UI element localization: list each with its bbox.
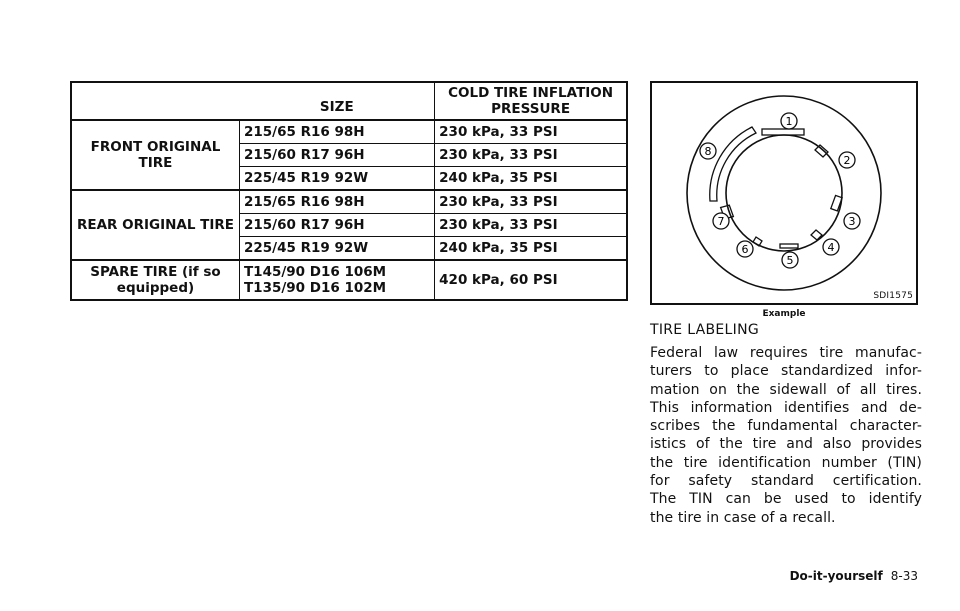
section-heading: TIRE LABELING [650,322,760,338]
size-cell: 215/60 R17 96H [239,144,434,167]
callout-label: 3 [848,215,856,228]
body-line: istics of the tire and also provides [650,436,922,453]
footer-section-name: Do-it-yourself [789,569,883,583]
body-line: the tire in case of a recall. [650,509,836,526]
figure-code: SDI1575 [873,291,913,301]
row-label-rear [71,190,239,260]
callout-label: 8 [704,145,712,158]
tire-inner-ring [726,135,842,251]
label-mark-6 [753,237,762,246]
body-line: the tire identification number (TIN) [650,454,922,471]
pressure-cell: 230 kPa, 33 PSI [435,190,627,214]
header-size: SIZE [239,82,434,120]
callout-8 [700,143,716,159]
callout-7 [713,213,729,229]
tire-pressure-table [70,81,628,301]
size-cell: 225/45 R19 92W [239,167,434,191]
callout-label: 7 [717,215,725,228]
row-label-spare [71,260,239,300]
footer-page-number: 8-33 [890,569,918,583]
body-line: mation on the sidewall of all tires. [650,381,922,398]
tire-diagram [652,83,916,303]
tire-sidewall-figure [650,81,918,305]
header-pressure-line2: PRESSURE [491,101,571,117]
spare-size-line: T135/90 D16 102M [243,280,387,296]
size-cell-spare [239,260,434,300]
body-line: scribes the fundamental character- [650,418,922,435]
label-mark-2 [815,145,828,157]
body-line: This information identifies and de- [650,399,922,416]
row-label-line: REAR ORIGINAL TIRE [76,217,235,233]
callout-3 [844,213,860,229]
body-line: for safety standard certification. [650,473,922,490]
callout-label: 6 [741,243,749,256]
page-footer [790,569,918,583]
row-label-line: equipped) [116,280,195,296]
callout-5 [782,252,798,268]
label-mark-5 [780,244,798,248]
row-label-line: TIRE [138,155,173,171]
callout-6 [737,241,753,257]
callout-4 [823,239,839,255]
label-mark-1 [762,129,804,135]
pressure-cell: 240 kPa, 35 PSI [435,237,627,261]
callout-label: 4 [827,241,835,254]
table-row [71,190,627,214]
size-cell: 215/65 R16 98H [239,190,434,214]
size-cell: 225/45 R19 92W [239,237,434,261]
pressure-cell-spare: 420 kPa, 60 PSI [435,260,627,300]
row-label-line: SPARE TIRE (if so [90,264,221,280]
pressure-cell: 230 kPa, 33 PSI [435,144,627,167]
header-pressure-line1: COLD TIRE INFLATION [448,85,614,101]
callout-label: 5 [786,254,794,267]
table-header-row [71,82,627,120]
size-cell: 215/60 R17 96H [239,214,434,237]
callout-1 [781,113,797,129]
table-row [71,260,627,300]
spare-size-line: T145/90 D16 106M [243,264,387,280]
header-empty-cell [71,82,239,120]
pressure-cell: 230 kPa, 33 PSI [435,120,627,144]
pressure-cell: 230 kPa, 33 PSI [435,214,627,237]
size-cell: 215/65 R16 98H [239,120,434,144]
row-label-line: FRONT ORIGINAL [90,139,221,155]
body-line: The TIN can be used to identify [650,491,922,508]
header-pressure [435,82,627,120]
table-row [71,120,627,144]
section-body [650,344,922,527]
figure-caption: Example [762,309,806,319]
body-line: turers to place standardized infor- [650,363,922,380]
body-line: Federal law requires tire manufac- [650,345,922,361]
row-label-front [71,120,239,190]
callout-2 [839,152,855,168]
callout-label: 2 [843,154,851,167]
pressure-cell: 240 kPa, 35 PSI [435,167,627,191]
callout-label: 1 [785,115,793,128]
